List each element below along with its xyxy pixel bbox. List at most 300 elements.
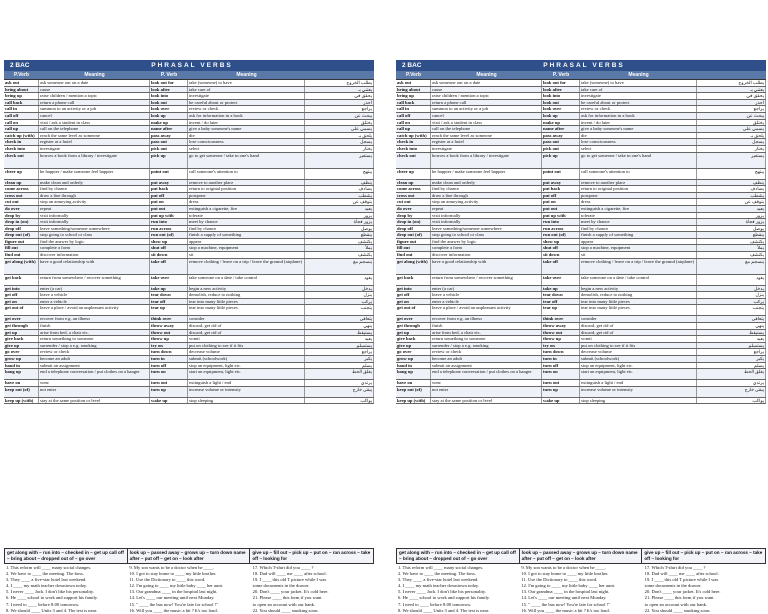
arabic-cell: يصادف [697, 186, 766, 192]
meaning-cell: ask someone out on a date [431, 80, 542, 86]
meaning-cell: cause [39, 87, 150, 93]
meaning-cell: submit (schoolwork) [188, 356, 305, 362]
verb-cell: keep up (with) [4, 398, 39, 404]
sentence-item: 14. Let's ____ our meeting until next Monday. [129, 595, 215, 601]
meaning-cell: complete a form [39, 245, 150, 251]
table-row [4, 199, 374, 206]
meaning-cell: return to original position [580, 186, 697, 192]
col-meaning: Meaning [476, 72, 497, 78]
arabic-cell: يراجع [305, 349, 374, 355]
meaning-cell: stop a machine, equipment [188, 245, 305, 251]
arabic-cell: يستيقظ [697, 330, 766, 336]
verb-cell: look after [150, 87, 188, 93]
arabic-cell: يتوقف عن [697, 199, 766, 205]
arabic-cell: يصادف [305, 186, 374, 192]
verb-cell: go over [4, 349, 39, 355]
meaning-cell: tear into many little pieces [188, 305, 305, 315]
meaning-cell: consider [580, 316, 697, 322]
meaning-cell: ask for information in a book [188, 113, 305, 119]
sentence-item: 20. Don't ____ your jacket. It's cold here. [644, 589, 721, 595]
verb-cell: look over [150, 106, 188, 112]
meaning-cell: remove clothing / leave on a trip / leave the ground (airplane) [188, 259, 305, 274]
verb-cell: think over [542, 316, 580, 322]
arabic-cell: ينقطع [697, 232, 766, 238]
table-row [396, 380, 766, 387]
table-row [396, 330, 766, 337]
verb-cell: pass out [150, 139, 188, 145]
arabic-cell: يتجنب [305, 305, 374, 315]
verb-cell: have on [396, 380, 431, 386]
verb-cell: drop off [396, 226, 431, 232]
arabic-cell: يكبر [305, 356, 374, 362]
meaning-cell: raise children / mention a topic [39, 93, 150, 99]
arabic-cell: يبقى خارج [305, 387, 374, 397]
meaning-cell: register at a hotel [39, 139, 150, 145]
meaning-cell: leave something/someone somewhere [431, 226, 542, 232]
arabic-cell: يوصل [697, 226, 766, 232]
arabic-cell: يسلم [305, 363, 374, 369]
meaning-cell: make clean and orderly [431, 180, 542, 186]
verb-cell: drop by [4, 213, 39, 219]
table-row [396, 120, 766, 127]
verb-cell: hand in [4, 363, 39, 369]
meaning-cell: find the answer by logic [431, 239, 542, 245]
table-row [4, 245, 374, 252]
meaning-cell: select [580, 146, 697, 152]
meaning-cell: extinguish a cigarette, fire [580, 206, 697, 212]
meaning-cell: sit [580, 252, 697, 258]
meaning-cell: reach the same level as someone [431, 133, 542, 139]
table-row [4, 219, 374, 226]
arabic-cell: يراجع [697, 349, 766, 355]
sentence-item: 19. I ____ this old T picture while I was [252, 577, 327, 583]
arabic-cell: يعيد [697, 336, 766, 342]
verb-cell: throw out [150, 330, 188, 336]
arabic-cell: يختلق [305, 120, 374, 126]
verb-cell: get along (with) [396, 259, 431, 274]
meaning-cell: remove to another place [188, 180, 305, 186]
verb-cell: think over [150, 316, 188, 322]
arabic-cell: يبحث عن [697, 113, 766, 119]
verb-cell: turn on [150, 369, 188, 379]
table-row [396, 343, 766, 350]
verb-cell: check out [4, 153, 39, 168]
verb-cell: turn up [542, 387, 580, 397]
meaning-cell: take (someone) to have [580, 80, 697, 86]
arabic-cell: يشطب [305, 193, 374, 199]
left-sheet [4, 60, 374, 613]
meaning-cell: draw a line through [431, 193, 542, 199]
meaning-cell: surrender / stop a e.g. smoking [431, 343, 542, 349]
verb-cell: call up [4, 126, 39, 132]
table-row [4, 213, 374, 220]
verb-cell: throw away [150, 323, 188, 329]
table-row [4, 153, 374, 169]
table-row [396, 113, 766, 120]
verb-cell: look out [542, 100, 580, 106]
arabic-cell: ينسجم مع [697, 259, 766, 274]
table-row [4, 113, 374, 120]
meaning-cell: draw a line through [39, 193, 150, 199]
arabic-cell: يسلم [697, 363, 766, 369]
meaning-cell: demolish, reduce to nothing [580, 292, 697, 298]
sentence-item: 4. I ____ my math teacher downtown today. [6, 583, 87, 589]
arabic-cell: يكتشف [305, 252, 374, 258]
meaning-cell: put on clothing to see if it fits [188, 343, 305, 349]
sentence-item: 15. " ____ the bus now! You're late for school !" [521, 601, 611, 607]
table-row [4, 206, 374, 213]
verb-cell: hang up [396, 369, 431, 379]
verb-cell: grow up [396, 356, 431, 362]
verb-cell: go over [396, 349, 431, 355]
verb-cell: call up [396, 126, 431, 132]
word-box-col: get along with – run into – checked in – get up call off – bring about – dropped out of – go over [397, 549, 520, 563]
verb-cell: come across [396, 186, 431, 192]
verb-cell: drop in (on) [4, 219, 39, 225]
verb-cell: tear up [150, 305, 188, 315]
table-row [4, 363, 374, 370]
verb-cell: check into [4, 146, 39, 152]
sentence-item: 6. He ____ school to work and support his family. [6, 595, 98, 601]
arabic-cell: يغلق الخط [697, 369, 766, 379]
word-box [4, 548, 374, 564]
sentence-item: 2. We have to ____ the meeting. The boss. [6, 571, 84, 577]
meaning-cell: invent / do later [580, 120, 697, 126]
verb-cell: tear down [542, 292, 580, 298]
meaning-cell: postpone [580, 193, 697, 199]
arabic-cell: يزور [697, 213, 766, 219]
arabic-cell: يدخل [697, 286, 766, 292]
verb-cell: come across [4, 186, 39, 192]
table-row [4, 87, 374, 94]
meaning-cell: recover from e.g. an illness [39, 316, 150, 322]
arabic-cell: يشطب [697, 193, 766, 199]
table-row [4, 387, 374, 398]
verb-cell: put up with [542, 213, 580, 219]
verb-cell: make up [542, 120, 580, 126]
meaning-cell: find by chance [431, 186, 542, 192]
verb-cell: turn off [150, 363, 188, 369]
meaning-cell: take someone on a date / take control [580, 275, 697, 285]
meaning-cell: die [188, 133, 305, 139]
verb-cell: put up with [150, 213, 188, 219]
sentence-item: 14. Let's ____ our meeting until next Monday. [521, 595, 607, 601]
meaning-cell: not enter [431, 387, 542, 397]
meaning-cell: tolerate [580, 213, 697, 219]
meaning-cell: tear into many little pieces [188, 299, 305, 305]
meaning-cell: visit informally [39, 219, 150, 225]
meaning-cell: give a baby someone's name [580, 126, 697, 132]
verb-table [4, 79, 374, 404]
table-row [4, 93, 374, 100]
table-row [4, 398, 374, 405]
word-box-col: look up – passed away – grows up – turn down name after – put off – get on – look after [520, 549, 643, 563]
verb-cell: get up [4, 330, 39, 336]
verb-cell: check into [396, 146, 431, 152]
meaning-cell: go to get someone / take in one's hand [580, 153, 697, 168]
sentence-column [643, 565, 766, 614]
arabic-cell: يواكب [697, 398, 766, 404]
verb-cell: run into [150, 219, 188, 225]
meaning-cell: end a telephone conversation / put clothes on a hanger [39, 369, 150, 379]
arabic-cell: يستسلم [697, 343, 766, 349]
verb-cell: cheer up [396, 169, 431, 179]
meaning-cell: stay at the same position or level [39, 398, 150, 404]
verb-cell: look after [542, 87, 580, 93]
sentence-column [4, 565, 127, 614]
table-row [396, 80, 766, 87]
verb-cell: get over [396, 316, 431, 322]
column-header [396, 71, 766, 79]
verb-cell: drop in (on) [396, 219, 431, 225]
arabic-cell: يستعير [697, 153, 766, 168]
arabic-cell: يعيد [305, 206, 374, 212]
table-row [396, 193, 766, 200]
verb-cell: get off [4, 292, 39, 298]
meaning-cell: decrease volume [188, 349, 305, 355]
verb-cell: look up [542, 113, 580, 119]
meaning-cell: visit / ask a student in class [39, 120, 150, 126]
meaning-cell: demolish, reduce to nothing [188, 292, 305, 298]
meaning-cell: be happier / make someone feel happier [431, 169, 542, 179]
arabic-cell: يرتدي [305, 380, 374, 386]
verb-cell: check in [4, 139, 39, 145]
sentence-item: 9. My son wants to be a doctor when he ____. [129, 565, 215, 570]
meaning-cell: stop going to school or class [431, 232, 542, 238]
verb-cell: ask out [4, 80, 39, 86]
meaning-cell: remove clothing / leave on a trip / leave the ground (airplane) [580, 259, 697, 274]
table-row [4, 180, 374, 187]
verb-cell: clean up [4, 180, 39, 186]
table-row [396, 169, 766, 180]
meaning-cell: stop an annoying activity [431, 199, 542, 205]
arabic-cell: احذر [305, 100, 374, 106]
verb-cell: tear off [542, 299, 580, 305]
arabic-cell: يراجع [697, 106, 766, 112]
meaning-cell: discard, get rid of [188, 330, 305, 336]
level-label: 2 BAC [402, 62, 422, 69]
sentence-item: 22. You should ____ smoking soon. [644, 607, 711, 613]
meaning-cell: vomit [580, 336, 697, 342]
arabic-cell: يركب [305, 299, 374, 305]
verb-cell: cut out [396, 199, 431, 205]
meaning-cell: increase volume or intensity [580, 387, 697, 397]
sentence-item: 12. I'm going to ____ my little baby ____ her aunt. [129, 583, 224, 589]
verb-cell: get over [4, 316, 39, 322]
table-row [4, 232, 374, 239]
sentence-item: 1. This reform will ____ many social changes. [6, 565, 92, 570]
arabic-cell: يطلب الخروج [697, 80, 766, 86]
exercise-section [396, 548, 766, 614]
verb-cell: shut off [150, 245, 188, 251]
arabic-cell: يكتشف [697, 239, 766, 245]
verb-cell: check out [396, 153, 431, 168]
arabic-cell: يلحق بـ [697, 133, 766, 139]
verb-cell: get into [396, 286, 431, 292]
sentence-item: 8. We should ____ Units 3 and 4. The test is near. [6, 607, 98, 613]
arabic-cell: يعتني بـ [305, 87, 374, 93]
table-row [396, 336, 766, 343]
table-row [4, 106, 374, 113]
verb-cell: run out (of) [150, 232, 188, 238]
sheet-title: PHRASAL VERBS [543, 62, 625, 69]
table-row [396, 139, 766, 146]
arabic-cell: يستيقظ [305, 330, 374, 336]
verb-cell: have on [4, 380, 39, 386]
arabic-cell: يرتدي [697, 380, 766, 386]
verb-table [396, 79, 766, 404]
arabic-cell: يركب [697, 299, 766, 305]
meaning-cell: investigate [431, 146, 542, 152]
column-header [4, 71, 374, 79]
meaning-cell: surrender / stop a e.g. smoking [39, 343, 150, 349]
meaning-cell: put on clothing to see if it fits [580, 343, 697, 349]
meaning-cell: return to original position [188, 186, 305, 192]
meaning-cell: ask for information in a book [580, 113, 697, 119]
verb-cell: get back [396, 275, 431, 285]
table-row [396, 213, 766, 220]
arabic-cell: ينزل [305, 292, 374, 298]
sentence-item: 17. Which T-shirt did you ____ ? [252, 565, 314, 570]
meaning-cell: cause [431, 87, 542, 93]
meaning-cell: take care of [188, 87, 305, 93]
table-row [396, 363, 766, 370]
verb-cell: bring up [396, 93, 431, 99]
meaning-cell: stop a machine, equipment [580, 245, 697, 251]
table-row [4, 120, 374, 127]
verb-cell: shut off [542, 245, 580, 251]
verb-cell: look into [542, 93, 580, 99]
table-row [396, 153, 766, 169]
verb-cell: keep out (of) [396, 387, 431, 397]
sentence-list [4, 565, 374, 614]
meaning-cell: stop sleeping [580, 398, 697, 404]
meaning-cell: sit [188, 252, 305, 258]
verb-cell: get off [396, 292, 431, 298]
verb-cell: figure out [396, 239, 431, 245]
arabic-cell: يراجع [305, 106, 374, 112]
verb-cell: turn down [542, 349, 580, 355]
arabic-cell: يحقق في [697, 93, 766, 99]
meaning-cell: repeat [39, 206, 150, 212]
verb-cell: look into [150, 93, 188, 99]
meaning-cell: extinguish a light / end [188, 380, 305, 386]
word-box [396, 548, 766, 564]
meaning-cell: return something to someone [431, 336, 542, 342]
arabic-cell: ينزل [697, 292, 766, 298]
verb-cell: wake up [542, 398, 580, 404]
meaning-cell: discover information [39, 252, 150, 258]
sentence-item: 21. Please ____ this form if you want [644, 595, 714, 601]
sentence-item: 12. I'm going to ____ my little baby ____ her aunt. [521, 583, 616, 589]
verb-cell: grow up [4, 356, 39, 362]
arabic-cell: يسجل [697, 139, 766, 145]
sentence-item: some documents in the drawer. [252, 583, 310, 589]
meaning-cell: leave a place / avoid an unpleasant activity [431, 305, 542, 315]
verb-cell: sit down [150, 252, 188, 258]
verb-cell: clean up [396, 180, 431, 186]
verb-cell: pass away [542, 133, 580, 139]
meaning-cell: extinguish a cigarette, fire [188, 206, 305, 212]
meaning-cell: discover information [431, 252, 542, 258]
meaning-cell: dress [580, 199, 697, 205]
verb-cell: point out [542, 169, 580, 179]
verb-cell: take off [150, 259, 188, 274]
meaning-cell: decrease volume [580, 349, 697, 355]
verb-cell: put on [150, 199, 188, 205]
arabic-cell: يعتني بـ [697, 87, 766, 93]
table-row [396, 93, 766, 100]
verb-cell: turn in [150, 356, 188, 362]
verb-cell: put off [150, 193, 188, 199]
verb-cell: call back [4, 100, 39, 106]
verb-cell: drop out (of) [4, 232, 39, 238]
verb-cell: check in [396, 139, 431, 145]
meaning-cell: wear [39, 380, 150, 386]
verb-cell: put off [542, 193, 580, 199]
arabic-cell: يعيد [305, 336, 374, 342]
meaning-cell: finish a supply of something [580, 232, 697, 238]
meaning-cell: call someone's attention to [580, 169, 697, 179]
verb-cell: keep up (with) [396, 398, 431, 404]
verb-cell: look out [150, 100, 188, 106]
verb-cell: take up [150, 286, 188, 292]
meaning-cell: arise from bed, a chair etc. [431, 330, 542, 336]
meaning-cell: postpone [188, 193, 305, 199]
table-row [4, 299, 374, 306]
arabic-cell: يدخل [305, 286, 374, 292]
table-row [4, 133, 374, 140]
sentence-item: 17. Which T-shirt did you ____ ? [644, 565, 706, 570]
sentence-item: 8. We should ____ Units 3 and 4. The test is near. [398, 607, 490, 613]
verb-cell: cross out [4, 193, 39, 199]
verb-cell: call off [4, 113, 39, 119]
meaning-cell: start an equipment, light etc. [580, 369, 697, 379]
verb-cell: get on [396, 299, 431, 305]
arabic-cell: يزور فجأة [697, 219, 766, 225]
table-row [396, 126, 766, 133]
verb-cell: run into [542, 219, 580, 225]
meaning-cell: leave a vehicle [431, 292, 542, 298]
meaning-cell: leave a place / avoid an unpleasant activity [39, 305, 150, 315]
col-pverb-2: P. Verb [160, 72, 178, 78]
sentence-item: 18. Dad will ____ me ____ after school. [252, 571, 327, 577]
meaning-cell: take someone on a date / take control [188, 275, 305, 285]
verb-cell: bring about [4, 87, 39, 93]
meaning-cell: summon to an activity or a job [431, 106, 542, 112]
verb-cell: hand in [396, 363, 431, 369]
arabic-cell: يستعير [305, 153, 374, 168]
table-row [396, 275, 766, 286]
meaning-cell: repeat [431, 206, 542, 212]
table-row [396, 186, 766, 193]
verb-cell: get along (with) [4, 259, 39, 274]
arabic-cell: يتعافى [305, 316, 374, 322]
sentence-item: 10. I got to stay home to ____ my little brother. [129, 571, 217, 577]
meaning-cell: die [580, 133, 697, 139]
sentence-item: 3. They ____ a five-star hotel last weekend. [398, 577, 479, 583]
meaning-cell: tear into many little pieces [580, 299, 697, 305]
meaning-cell: discard, get rid of [188, 323, 305, 329]
meaning-cell: begin a new activity [188, 286, 305, 292]
arabic-cell: يختلق [697, 120, 766, 126]
meaning-cell: appear [188, 239, 305, 245]
meaning-cell: select [188, 146, 305, 152]
meaning-cell: tolerate [188, 213, 305, 219]
table-row [4, 330, 374, 337]
sentence-item: 20. Don't ____ your jacket. It's cold here. [252, 589, 329, 595]
sentence-item: 9. My son wants to be a doctor when he ____. [521, 565, 607, 570]
